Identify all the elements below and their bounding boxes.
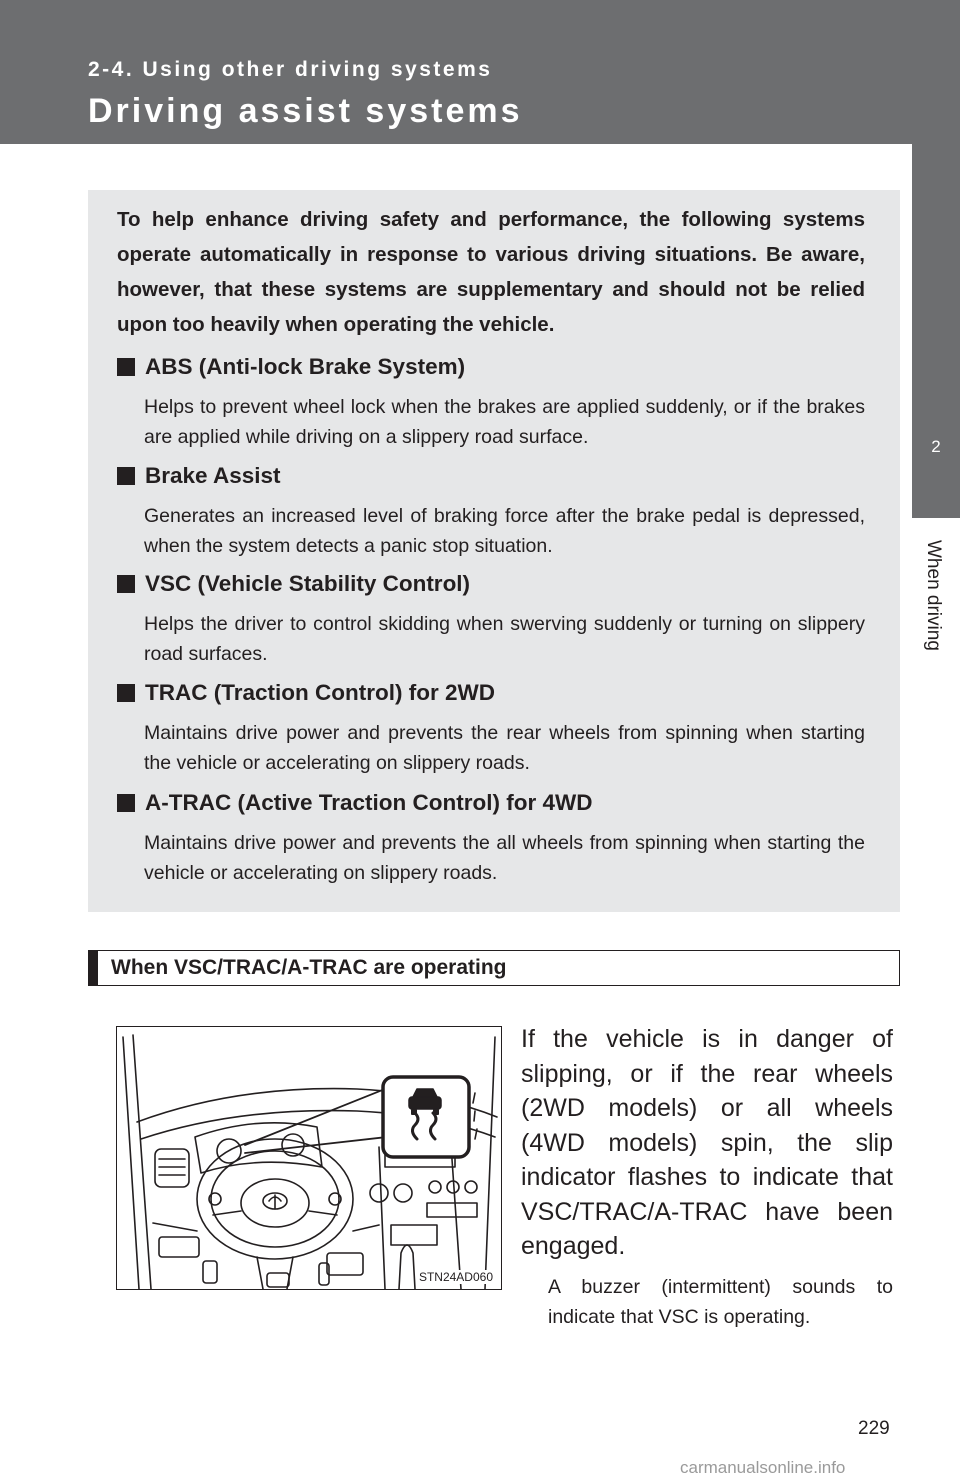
square-bullet-icon <box>117 358 135 376</box>
section-heading-text: A-TRAC (Active Traction Control) for 4WD <box>145 790 593 815</box>
subsection-title: When VSC/TRAC/A-TRAC are operating <box>111 956 507 979</box>
section-heading-text: Brake Assist <box>145 463 281 488</box>
chapter-header <box>0 0 960 144</box>
figure-code: STN24AD060 <box>418 1270 493 1284</box>
page-title: Driving assist systems <box>88 92 523 130</box>
buzzer-note: A buzzer (intermittent) sounds to indicate that VSC is operating. <box>548 1276 893 1328</box>
chapter-thumb-tab <box>912 144 960 518</box>
section-heading <box>117 352 865 382</box>
square-bullet-icon <box>117 684 135 702</box>
section-a-trac <box>117 788 865 888</box>
square-bullet-icon <box>117 575 135 593</box>
page-number: 229 <box>858 1418 890 1439</box>
square-bullet-icon <box>117 467 135 485</box>
subsection-heading-bar <box>88 950 900 986</box>
section-heading <box>117 461 865 491</box>
indicator-description: If the vehicle is in danger of slipping, or if the rear wheels (2WD models) or all wheels (4WD models) spin, the slip indicator flashes to indicate that VSC/TRAC/A-TRAC have been engaged. <box>521 1025 893 1260</box>
section-heading-text: TRAC (Traction Control) for 2WD <box>145 680 495 705</box>
section-heading-text: VSC (Vehicle Stability Control) <box>145 571 471 596</box>
section-heading <box>117 569 865 599</box>
square-bullet-icon <box>117 794 135 812</box>
dashboard-drawing <box>117 1027 501 1289</box>
section-heading-text: ABS (Anti-lock Brake System) <box>145 354 466 379</box>
section-body: Helps to prevent wheel lock when the brakes are applied suddenly, or if the brakes are applied while driving on a slippery road surface. <box>144 396 865 448</box>
section-vsc <box>117 569 865 669</box>
section-body: Maintains drive power and prevents the all wheels from spinning when starting the vehicle or accelerating on slippery roads. <box>144 832 865 884</box>
section-body: Maintains drive power and prevents the rear wheels from spinning when starting the vehicle or accelerating on slippery roads. <box>144 722 865 774</box>
chapter-number: 2 <box>931 437 941 456</box>
section-brake-assist <box>117 461 865 561</box>
chapter-side-label: When driving <box>923 540 944 651</box>
section-heading <box>117 678 865 708</box>
intro-text: To help enhance driving safety and performance, the following systems operate automatically in response to various driving situations. Be aware, however, that these systems are supplementary and should not be relied upon too heavily when operating the vehicle. <box>117 208 865 336</box>
section-heading <box>117 788 865 818</box>
chapter-subtitle: 2-4. Using other driving systems <box>88 58 493 81</box>
heading-bar-accent <box>89 951 98 985</box>
section-abs <box>117 352 865 452</box>
section-body: Helps the driver to control skidding when swerving suddenly or turning on slippery road surfaces. <box>144 613 865 665</box>
dashboard-illustration <box>116 1026 502 1290</box>
section-body: Generates an increased level of braking force after the brake pedal is depressed, when the system detects a panic stop situation. <box>144 505 865 557</box>
watermark: carmanualsonline.info <box>680 1458 846 1477</box>
section-trac <box>117 678 865 778</box>
